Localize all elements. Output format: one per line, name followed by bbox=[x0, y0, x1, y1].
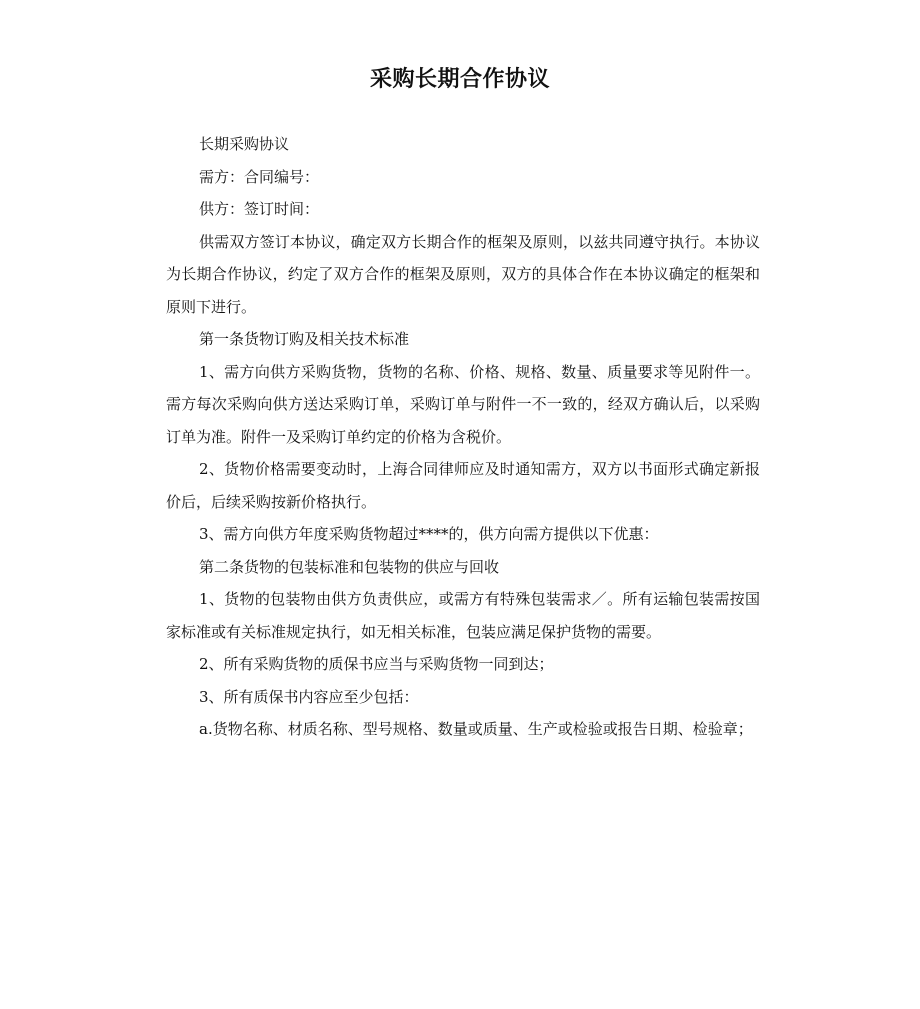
paragraph-supplier-sign-date: 供方：签订时间： bbox=[199, 200, 320, 218]
article-1-heading: 第一条货物订购及相关技术标准 bbox=[199, 330, 410, 348]
article-2-heading: 第二条货物的包装标准和包装物的供应与回收 bbox=[199, 557, 500, 576]
paragraph-buyer-contract-no: 需方：合同编号： bbox=[199, 167, 320, 186]
document-title: 采购长期合作协议 bbox=[369, 67, 550, 92]
article-2-clause-1: 1、货物的包装物由供方负责供应，或需方有特殊包装需求／。所有运输包装需按国家标准或有关标准规定执行，如无相关标准，包装应满足保护货物的需要。 bbox=[166, 590, 760, 641]
paragraph-heading: 长期采购协议 bbox=[199, 135, 290, 153]
article-1-clause-2: 2、货物价格需要变动时，上海合同律师应及时通知需方，双方以书面形式确定新报价后，后续采购按新价格执行。 bbox=[166, 460, 760, 511]
article-2-clause-2: 2、所有采购货物的质保书应当与采购货物一同到达； bbox=[199, 655, 554, 673]
article-1-clause-1: 1、需方向供方采购货物，货物的名称、价格、规格、数量、质量要求等见附件一。需方每次采购向供方送达采购订单，采购订单与附件一不一致的，经双方确认后，以采购订单为准。附件一及采购订单约定的价格为含税价。 bbox=[166, 362, 760, 446]
paragraph-preamble: 供需双方签订本协议，确定双方长期合作的框架及原则，以兹共同遵守执行。本协议为长期合作协议，约定了双方合作的框架及原则，双方的具体合作在本协议确定的框架和原则下进行。 bbox=[166, 232, 760, 316]
document-body bbox=[166, 128, 760, 746]
article-1-clause-3: 3、需方向供方年度采购货物超过****的，供方向需方提供以下优惠： bbox=[199, 525, 659, 543]
article-2-clause-3: 3、所有质保书内容应至少包括： bbox=[199, 687, 419, 706]
article-2-clause-3-item-a: a.货物名称、材质名称、型号规格、数量或质量、生产或检验或报告日期、检验章； bbox=[199, 720, 753, 738]
